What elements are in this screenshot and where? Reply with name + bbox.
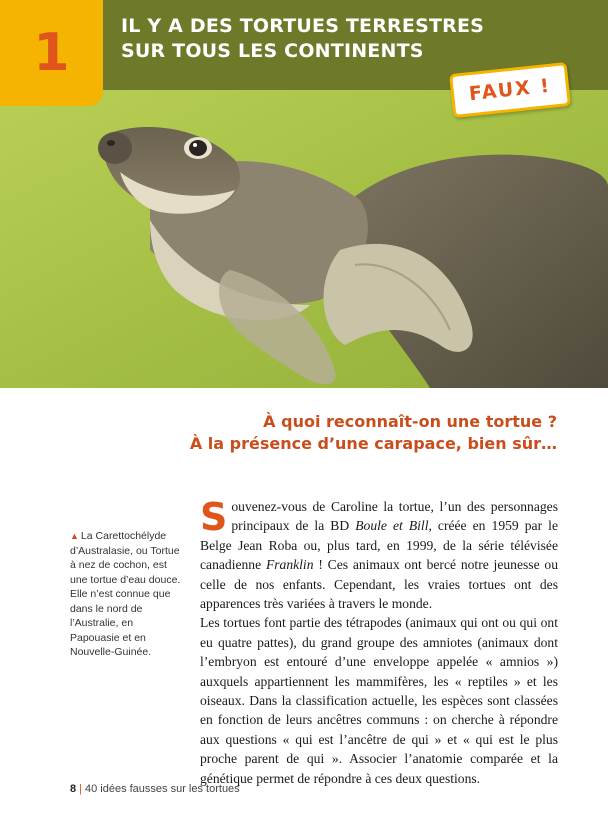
triangle-up-icon: ▲ xyxy=(70,531,79,541)
chapter-number: 1 xyxy=(33,23,70,83)
series-title: Franklin xyxy=(265,557,314,573)
chapter-title-line2: SUR TOUS LES CONTINENTS xyxy=(121,40,424,62)
footer-separator: | xyxy=(79,783,82,795)
drop-cap: S xyxy=(200,495,228,539)
subtitle xyxy=(137,411,557,455)
article-paragraph-2: Les tortues font partie des tétrapodes (animaux qui ont ou qui ont eu quatre pattes), du grand groupe des amniotes (animaux dont l’embryon est entouré d’une enveloppe appelée « amnios ») auxquels appartiennent les mammifères, les « reptiles » et les oiseaux. Dans la classification actuelle, les espèces sont classées en fonction de leurs ancêtres communs : on cherche à répondre aux questions « qui est l’ancêtre de qui » et « qui est le plus proche parent de qui ». Associer l’anatomie comparée et la génétique permet de répondre à ces deux questions. xyxy=(200,615,558,786)
subtitle-line2: À la présence d’une carapace, bien sûr… xyxy=(189,434,557,453)
comic-title: Boule et Bill xyxy=(355,518,429,534)
turtle-photo xyxy=(0,90,608,388)
book-title: 40 idées fausses sur les tortues xyxy=(84,783,240,795)
page-number: 8 xyxy=(70,783,77,795)
chapter-title xyxy=(121,14,484,64)
photo-caption xyxy=(70,529,182,660)
subtitle-line1: À quoi reconnaît-on une tortue ? xyxy=(263,412,557,431)
chapter-number-box xyxy=(0,0,103,106)
false-stamp-label: FAUX ! xyxy=(467,74,553,106)
article-paragraph-1 xyxy=(200,497,558,613)
article-p1-part-b: , créée en 1959 par le Belge Jean Roba ou, plus tard, en 1999, de la série télévisée canadienne xyxy=(200,518,558,573)
article-p1-part-a: ouvenez-vous de Caroline la tortue, l’un des personnages principaux de la BD xyxy=(231,499,558,534)
page-footer xyxy=(70,783,240,795)
article-p1-part-c: ! Ces animaux ont bercé notre jeunesse ou celle de nos enfants. Cependant, les vraies tortues ont des apparences très variées à travers le monde. xyxy=(200,557,558,612)
chapter-title-line1: IL Y A DES TORTUES TERRESTRES xyxy=(121,15,485,37)
article-body xyxy=(200,497,558,788)
photo-caption-text: La Carettochélyde d’Australasie, ou Tortue à nez de cochon, est une tortue d’eau douce. Elle n’est connue que dans le nord de l’Australie, en Papouasie et en Nouvelle-Guinée. xyxy=(70,530,181,658)
